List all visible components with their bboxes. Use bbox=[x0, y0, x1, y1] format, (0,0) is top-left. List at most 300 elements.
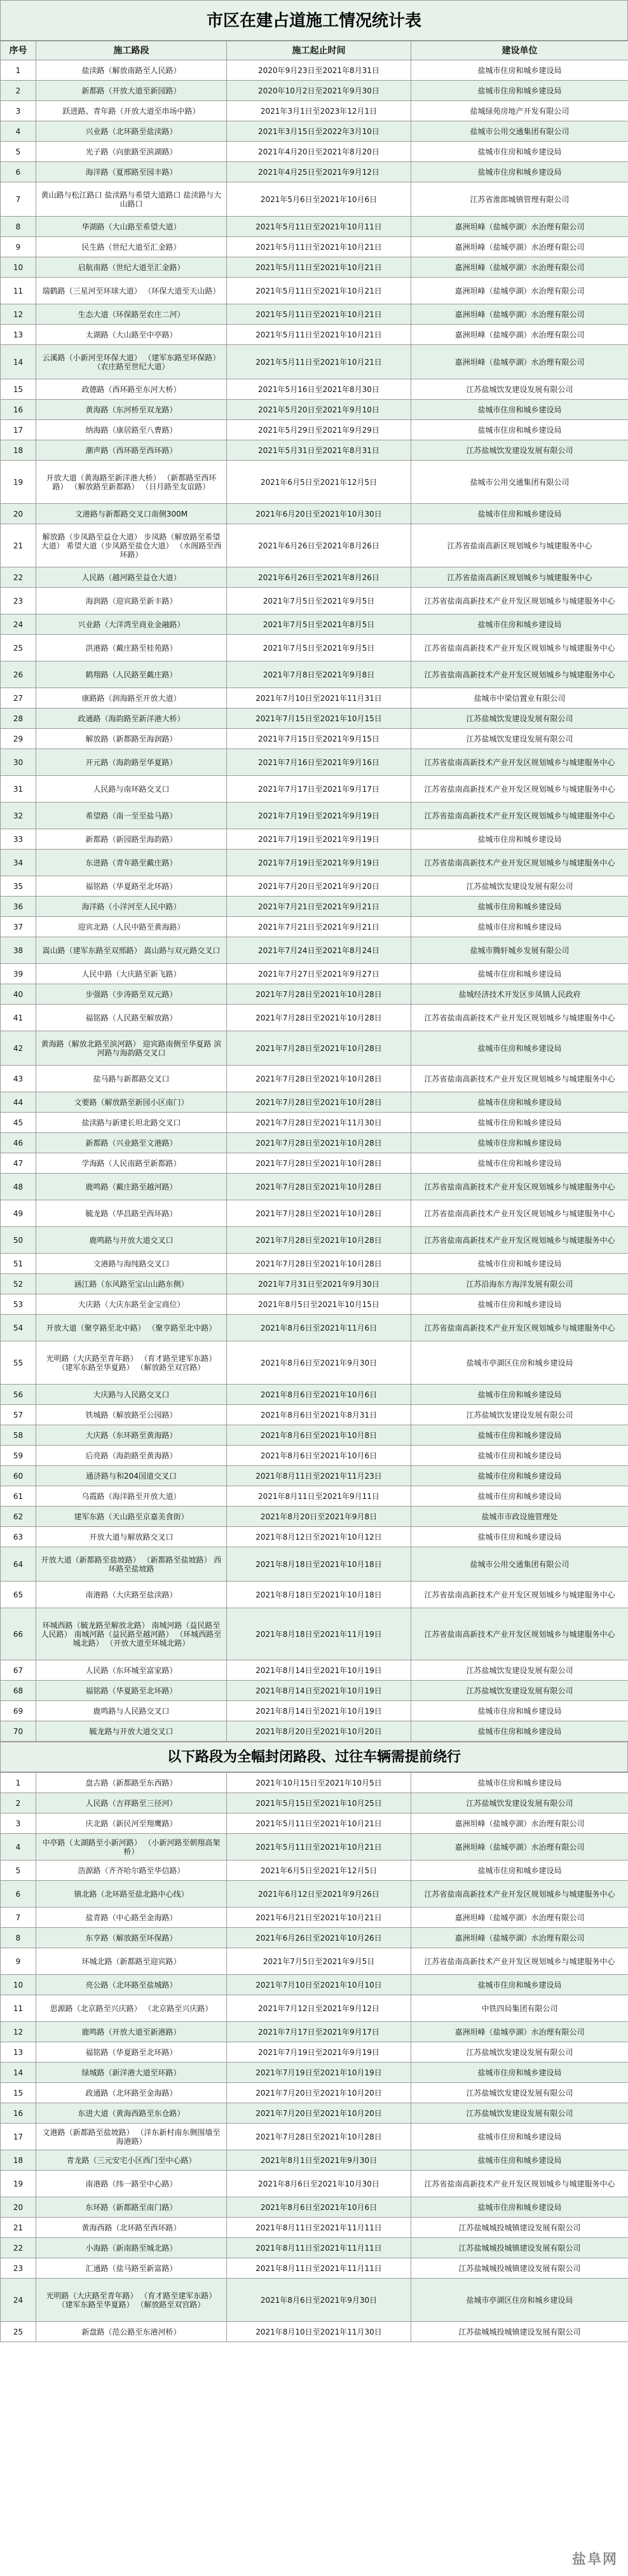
row-road: 南港路（大庆路至盐渎路） bbox=[36, 1582, 227, 1608]
row-number: 36 bbox=[1, 897, 36, 917]
row-road: 光明路（大庆路至青年路） （育才路至建军东路） （建军东路至华夏路） （解放路至双宫路） bbox=[36, 2279, 227, 2322]
row-number: 32 bbox=[1, 803, 36, 829]
row-time: 2021年7月28日至2021年10月28日 bbox=[227, 1227, 411, 1254]
table-row bbox=[1, 2083, 628, 2103]
row-time: 2021年5月16日至2021年8月30日 bbox=[227, 379, 411, 400]
row-road: 政通路（海韵路至新洋港大桥） bbox=[36, 708, 227, 729]
row-time: 2021年5月11日至2021年10月21日 bbox=[227, 304, 411, 325]
row-time: 2021年5月11日至2021年10月11日 bbox=[227, 217, 411, 237]
row-unit: 嘉洲坦峰（盐城亭湖）水治理有限公司 bbox=[411, 1834, 628, 1861]
table-row bbox=[1, 2279, 628, 2322]
row-road: 开放大道（黄海路至新洋港大桥） （新都路至西环路） （解放路至新都路） （日月路至友谊路） bbox=[36, 461, 227, 504]
row-number: 43 bbox=[1, 1066, 36, 1092]
table-row bbox=[1, 708, 628, 729]
row-number: 69 bbox=[1, 1701, 36, 1721]
table-row bbox=[1, 504, 628, 524]
row-unit: 盐城经济技术开发区步凤镇人民政府 bbox=[411, 984, 628, 1005]
row-unit: 江苏盐城饮发建设发展有限公司 bbox=[411, 1405, 628, 1425]
table-row bbox=[1, 121, 628, 142]
table-row bbox=[1, 776, 628, 803]
row-unit: 盐城市住房和城乡建设局 bbox=[411, 1133, 628, 1153]
table-row bbox=[1, 1200, 628, 1227]
row-number: 60 bbox=[1, 1466, 36, 1486]
row-road: 人民路（吉祥路至三径河） bbox=[36, 1793, 227, 1813]
row-time: 2021年8月11日至2021年11月11日 bbox=[227, 2218, 411, 2238]
row-number: 24 bbox=[1, 614, 36, 635]
row-road: 新都路（开放大道至新园路） bbox=[36, 81, 227, 101]
row-unit: 江苏省盐南高新技术产业开发区规划城乡与城建服务中心 bbox=[411, 661, 628, 688]
row-number: 4 bbox=[1, 1834, 36, 1861]
row-road: 盐渎路（解放南路至人民路） bbox=[36, 60, 227, 81]
row-road: 文港路与海纯路交叉口 bbox=[36, 1254, 227, 1274]
row-unit: 盐城市住房和城乡建设局 bbox=[411, 2150, 628, 2171]
row-number: 5 bbox=[1, 142, 36, 162]
table-row bbox=[1, 81, 628, 101]
row-number: 1 bbox=[1, 1773, 36, 1793]
row-unit: 盐城市住房和城乡建设局 bbox=[411, 1254, 628, 1274]
row-time: 2021年5月11日至2021年10月21日 bbox=[227, 325, 411, 345]
row-road: 希望路（南一至至盐马路） bbox=[36, 803, 227, 829]
row-number: 11 bbox=[1, 278, 36, 304]
row-unit: 盐城市亭湖区住房和城乡建设局 bbox=[411, 1341, 628, 1385]
row-unit: 盐城市住房和城乡建设局 bbox=[411, 1861, 628, 1881]
row-time: 2021年8月5日至2021年10月15日 bbox=[227, 1294, 411, 1315]
row-number: 16 bbox=[1, 400, 36, 420]
row-road: 铁城路（解放路至公园路） bbox=[36, 1405, 227, 1425]
row-time: 2021年7月28日至2021年10月28日 bbox=[227, 1174, 411, 1200]
row-number: 8 bbox=[1, 217, 36, 237]
row-unit: 中铁四局集团有限公司 bbox=[411, 1995, 628, 2022]
row-unit: 江苏省盐南高新技术产业开发区规划城乡与城建服务中心 bbox=[411, 1881, 628, 1908]
row-unit: 嘉洲坦峰（盐城亭湖）水治理有限公司 bbox=[411, 2022, 628, 2042]
closure-section-title: 以下路段为全幅封闭路段、过往车辆需提前绕行 bbox=[0, 1742, 628, 1772]
row-road: 嵩山路（建军东路至双邢路） 嵩山路与双元路交叉口 bbox=[36, 937, 227, 964]
row-time: 2021年7月5日至2021年9月5日 bbox=[227, 1948, 411, 1975]
row-time: 2021年3月1日至2023年12月1日 bbox=[227, 101, 411, 121]
row-time: 2021年7月19日至2021年10月19日 bbox=[227, 2063, 411, 2083]
row-unit: 江苏省盐南高新技术产业开发区规划城乡与城建服务中心 bbox=[411, 1315, 628, 1341]
row-unit: 江苏省盐南高新技术产业开发区规划城乡与城建服务中心 bbox=[411, 635, 628, 661]
row-time: 2021年7月5日至2021年8月5日 bbox=[227, 614, 411, 635]
table-row bbox=[1, 325, 628, 345]
row-number: 53 bbox=[1, 1294, 36, 1315]
row-road: 洪港路（戴庄路至桂苑路） bbox=[36, 635, 227, 661]
row-road: 开元路（海韵路至华夏路） bbox=[36, 749, 227, 776]
row-unit: 盐城市住房和城乡建设局 bbox=[411, 1153, 628, 1174]
row-time: 2021年7月5日至2021年9月5日 bbox=[227, 588, 411, 614]
row-unit: 江苏盐城饮发建设发展有限公司 bbox=[411, 2103, 628, 2124]
row-road: 建军东路（天山路至京嘉美食街） bbox=[36, 1507, 227, 1527]
row-number: 28 bbox=[1, 708, 36, 729]
row-number: 68 bbox=[1, 1681, 36, 1701]
row-number: 58 bbox=[1, 1425, 36, 1446]
row-road: 人民路（东环城至富家路） bbox=[36, 1660, 227, 1681]
row-unit: 江苏省盐南高新技术产业开发区规划城乡与城建服务中心 bbox=[411, 2171, 628, 2197]
row-unit: 盐城市亭湖区住房和城乡建设局 bbox=[411, 2279, 628, 2322]
row-time: 2021年5月11日至2021年10月21日 bbox=[227, 257, 411, 278]
row-time: 2021年7月21日至2021年9月21日 bbox=[227, 917, 411, 937]
row-number: 11 bbox=[1, 1995, 36, 2022]
row-time: 2021年7月28日至2021年10月28日 bbox=[227, 1133, 411, 1153]
row-time: 2021年6月12日至2021年9月26日 bbox=[227, 1881, 411, 1908]
header-road: 施工路段 bbox=[36, 41, 227, 60]
row-time: 2021年5月11日至2021年10月21日 bbox=[227, 237, 411, 257]
row-unit: 江苏省盐南高新技术产业开发区规划城乡与城建服务中心 bbox=[411, 1948, 628, 1975]
table-row bbox=[1, 876, 628, 897]
table-row bbox=[1, 2103, 628, 2124]
row-road: 毓龙路与开放大道交叉口 bbox=[36, 1721, 227, 1742]
row-unit: 江苏省盐南高新技术产业开发区规划城乡与城建服务中心 bbox=[411, 803, 628, 829]
row-road: 黄海路（解放北路至滨河路） 迎宾路南侧至华夏路 滨河路与海韵路交叉口 bbox=[36, 1031, 227, 1066]
row-unit: 江苏盐城饮发建设发展有限公司 bbox=[411, 440, 628, 461]
row-number: 37 bbox=[1, 917, 36, 937]
row-number: 57 bbox=[1, 1405, 36, 1425]
row-number: 40 bbox=[1, 984, 36, 1005]
table-row bbox=[1, 524, 628, 567]
row-time: 2021年3月15日至2022年3月10日 bbox=[227, 121, 411, 142]
row-road: 汇通路（盐马路至新富路） bbox=[36, 2258, 227, 2279]
row-road: 后亮路（海韵路至黄海路） bbox=[36, 1446, 227, 1466]
row-time: 2021年5月11日至2021年10月21日 bbox=[227, 345, 411, 379]
row-number: 22 bbox=[1, 2238, 36, 2258]
row-road: 学海路（人民南路至新都路） bbox=[36, 1153, 227, 1174]
row-unit: 江苏盐城饮发建设发展有限公司 bbox=[411, 1681, 628, 1701]
table-row bbox=[1, 60, 628, 81]
row-unit: 嘉洲坦峰（盐城亭湖）水治理有限公司 bbox=[411, 1928, 628, 1948]
row-number: 18 bbox=[1, 2150, 36, 2171]
row-time: 2021年6月20日至2021年10月30日 bbox=[227, 504, 411, 524]
table-row bbox=[1, 588, 628, 614]
row-unit: 江苏省盐南高新区规划城乡与城建服务中心 bbox=[411, 524, 628, 567]
row-time: 2021年8月20日至2021年9月8日 bbox=[227, 1507, 411, 1527]
row-time: 2021年8月14日至2021年10月19日 bbox=[227, 1660, 411, 1681]
row-number: 17 bbox=[1, 2124, 36, 2150]
row-road: 人民路与南环路交叉口 bbox=[36, 776, 227, 803]
closure-table-body bbox=[1, 1773, 628, 2342]
row-number: 34 bbox=[1, 850, 36, 876]
row-unit: 江苏盐城城投城镇建设发展有限公司 bbox=[411, 2238, 628, 2258]
row-number: 4 bbox=[1, 121, 36, 142]
table-row bbox=[1, 2238, 628, 2258]
row-number: 2 bbox=[1, 1793, 36, 1813]
row-number: 2 bbox=[1, 81, 36, 101]
table-row bbox=[1, 803, 628, 829]
row-unit: 江苏省盐南高新区规划城乡与城建服务中心 bbox=[411, 567, 628, 588]
row-road: 东亨路（解放路至环保路） bbox=[36, 1928, 227, 1948]
row-unit: 盐城市住房和城乡建设局 bbox=[411, 1975, 628, 1995]
row-time: 2021年7月20日至2021年9月20日 bbox=[227, 876, 411, 897]
row-road: 海洋路（夏邢路至园丰路） bbox=[36, 162, 227, 182]
row-time: 2021年6月5日至2021年12月5日 bbox=[227, 461, 411, 504]
row-time: 2021年8月18日至2021年10月18日 bbox=[227, 1582, 411, 1608]
row-unit: 盐城市住房和城乡建设局 bbox=[411, 2197, 628, 2218]
row-unit: 盐城市住房和城乡建设局 bbox=[411, 1466, 628, 1486]
row-time: 2021年8月6日至2021年8月31日 bbox=[227, 1405, 411, 1425]
table-row bbox=[1, 1995, 628, 2022]
table-row bbox=[1, 1005, 628, 1031]
row-number: 10 bbox=[1, 257, 36, 278]
row-unit: 盐城市住房和城乡建设局 bbox=[411, 60, 628, 81]
row-number: 18 bbox=[1, 440, 36, 461]
row-road: 文要路（解放路至新园小区南门） bbox=[36, 1092, 227, 1113]
row-time: 2021年5月29日至2021年9月29日 bbox=[227, 420, 411, 440]
row-number: 6 bbox=[1, 162, 36, 182]
table-row bbox=[1, 440, 628, 461]
row-number: 66 bbox=[1, 1608, 36, 1660]
row-number: 12 bbox=[1, 2022, 36, 2042]
row-unit: 盐城市住房和城乡建设局 bbox=[411, 1701, 628, 1721]
row-number: 45 bbox=[1, 1113, 36, 1133]
header-unit: 建设单位 bbox=[411, 41, 628, 60]
row-number: 64 bbox=[1, 1547, 36, 1582]
table-row bbox=[1, 1274, 628, 1294]
table-body bbox=[1, 60, 628, 1742]
row-time: 2021年5月31日至2021年8月31日 bbox=[227, 440, 411, 461]
table-row bbox=[1, 304, 628, 325]
table-row bbox=[1, 2022, 628, 2042]
row-road: 人民中路（大庆路至新飞路） bbox=[36, 964, 227, 984]
row-road: 大庆路（大庆东路至金宝商位） bbox=[36, 1294, 227, 1315]
row-time: 2021年8月11日至2021年11月11日 bbox=[227, 2258, 411, 2279]
row-road: 浩源路（齐齐哈尔路至华信路） bbox=[36, 1861, 227, 1881]
row-time: 2021年7月19日至2021年9月19日 bbox=[227, 803, 411, 829]
row-unit: 江苏盐城饮发建设发展有限公司 bbox=[411, 876, 628, 897]
row-time: 2021年8月6日至2021年10月6日 bbox=[227, 2197, 411, 2218]
table-row bbox=[1, 2063, 628, 2083]
table-row bbox=[1, 278, 628, 304]
table-row bbox=[1, 420, 628, 440]
row-unit: 江苏盐城饮发建设发展有限公司 bbox=[411, 1660, 628, 1681]
row-number: 13 bbox=[1, 325, 36, 345]
row-number: 3 bbox=[1, 101, 36, 121]
row-time: 2021年6月21日至2021年10月21日 bbox=[227, 1908, 411, 1928]
row-time: 2021年8月6日至2021年9月30日 bbox=[227, 1341, 411, 1385]
row-unit: 江苏盐城饮发建设发展有限公司 bbox=[411, 2042, 628, 2063]
row-number: 56 bbox=[1, 1385, 36, 1405]
row-number: 25 bbox=[1, 635, 36, 661]
row-unit: 盐城市住房和城乡建设局 bbox=[411, 1773, 628, 1793]
table-row bbox=[1, 937, 628, 964]
header-time: 施工起止时间 bbox=[227, 41, 411, 60]
row-number: 55 bbox=[1, 1341, 36, 1385]
row-time: 2021年6月26日至2021年8月26日 bbox=[227, 567, 411, 588]
row-number: 35 bbox=[1, 876, 36, 897]
row-unit: 盐城市住房和城乡建设局 bbox=[411, 1721, 628, 1742]
row-road: 康路路（润海路至开放大道） bbox=[36, 688, 227, 708]
closure-table bbox=[0, 1772, 628, 2342]
row-unit: 盐城市住房和城乡建设局 bbox=[411, 1425, 628, 1446]
table-row bbox=[1, 1582, 628, 1608]
row-road: 中亭路（太湖路至小新河路） （小新河路至朝翔高架桥） bbox=[36, 1834, 227, 1861]
table-row bbox=[1, 345, 628, 379]
row-number: 33 bbox=[1, 829, 36, 850]
row-road: 盐渎路与新建长坦北路交叉口 bbox=[36, 1113, 227, 1133]
row-unit: 盐城市住房和城乡建设局 bbox=[411, 400, 628, 420]
row-number: 13 bbox=[1, 2042, 36, 2063]
row-time: 2021年8月6日至2021年10月6日 bbox=[227, 1385, 411, 1405]
row-road: 鹿鸣路（开放大道至新港路） bbox=[36, 2022, 227, 2042]
row-time: 2021年7月17日至2021年9月17日 bbox=[227, 776, 411, 803]
row-road: 鹿鸣路（戴庄路至越河路） bbox=[36, 1174, 227, 1200]
row-number: 29 bbox=[1, 729, 36, 749]
row-road: 瑞鹤路（三星河至环球大道） （环保大道至天山路） bbox=[36, 278, 227, 304]
table-row bbox=[1, 142, 628, 162]
row-unit: 嘉洲坦峰（盐城亭湖）水治理有限公司 bbox=[411, 304, 628, 325]
row-unit: 盐城市中梁信置业有限公司 bbox=[411, 688, 628, 708]
table-row bbox=[1, 688, 628, 708]
row-unit: 盐城市公用交通集团有限公司 bbox=[411, 461, 628, 504]
table-row bbox=[1, 1092, 628, 1113]
row-road: 步强路（步涛路至双元路） bbox=[36, 984, 227, 1005]
row-unit: 江苏省盐南高新技术产业开发区规划城乡与城建服务中心 bbox=[411, 1174, 628, 1200]
table-row bbox=[1, 661, 628, 688]
row-time: 2021年7月15日至2021年10月15日 bbox=[227, 708, 411, 729]
row-number: 51 bbox=[1, 1254, 36, 1274]
row-time: 2021年6月26日至2021年10月26日 bbox=[227, 1928, 411, 1948]
row-number: 19 bbox=[1, 2171, 36, 2197]
row-number: 46 bbox=[1, 1133, 36, 1153]
row-time: 2021年8月14日至2021年10月19日 bbox=[227, 1681, 411, 1701]
row-unit: 江苏盐城城投城镇建设发展有限公司 bbox=[411, 2218, 628, 2238]
table-row bbox=[1, 1385, 628, 1405]
row-road: 亮公路（北环路至盐城路） bbox=[36, 1975, 227, 1995]
row-number: 14 bbox=[1, 2063, 36, 2083]
row-road: 福铭路（华夏路至北环路） bbox=[36, 1681, 227, 1701]
row-road: 大庆路与人民路交叉口 bbox=[36, 1385, 227, 1405]
row-number: 17 bbox=[1, 420, 36, 440]
row-unit: 盐城市公用交通集团有限公司 bbox=[411, 1547, 628, 1582]
table-row bbox=[1, 1486, 628, 1507]
row-unit: 盐城市住房和城乡建设局 bbox=[411, 142, 628, 162]
table-row bbox=[1, 1254, 628, 1274]
row-number: 52 bbox=[1, 1274, 36, 1294]
row-number: 15 bbox=[1, 379, 36, 400]
row-road: 鹿鸣路与开放大道交叉口 bbox=[36, 1227, 227, 1254]
row-unit: 盐城绿苑房地产开发有限公司 bbox=[411, 101, 628, 121]
row-road: 文港路与新都路交叉口南侧300M bbox=[36, 504, 227, 524]
row-unit: 嘉洲坦峰（盐城亭湖）水治理有限公司 bbox=[411, 217, 628, 237]
row-unit: 江苏沿海东方海洋发展有限公司 bbox=[411, 1274, 628, 1294]
table-row bbox=[1, 1975, 628, 1995]
row-road: 盘古路（新都路至东西路） bbox=[36, 1773, 227, 1793]
table-row bbox=[1, 1948, 628, 1975]
row-time: 2021年8月14日至2021年10月19日 bbox=[227, 1701, 411, 1721]
table-row bbox=[1, 1701, 628, 1721]
row-road: 新都路（兴业路至文港路） bbox=[36, 1133, 227, 1153]
row-road: 福铭路（华夏路至北环路） bbox=[36, 876, 227, 897]
row-number: 9 bbox=[1, 237, 36, 257]
row-unit: 江苏省盐南高新技术产业开发区规划城乡与城建服务中心 bbox=[411, 1227, 628, 1254]
row-time: 2021年7月19日至2021年9月19日 bbox=[227, 2042, 411, 2063]
table-row bbox=[1, 1227, 628, 1254]
row-time: 2021年7月10日至2021年10月10日 bbox=[227, 1975, 411, 1995]
row-number: 38 bbox=[1, 937, 36, 964]
row-time: 2021年8月11日至2021年11月11日 bbox=[227, 2238, 411, 2258]
row-unit: 盐城市住房和城乡建设局 bbox=[411, 2124, 628, 2150]
table-row bbox=[1, 2258, 628, 2279]
row-road: 开放大道（聚亨路至北中路） （聚亨路至北中路） bbox=[36, 1315, 227, 1341]
row-road: 开放大道与解放路交叉口 bbox=[36, 1527, 227, 1547]
row-road: 文港路（新都路至盐坡路） （洋东新村南东侧围墙至海港路） bbox=[36, 2124, 227, 2150]
row-unit: 江苏省盐南高新技术产业开发区规划城乡与城建服务中心 bbox=[411, 1005, 628, 1031]
row-number: 16 bbox=[1, 2103, 36, 2124]
row-time: 2021年4月20日至2021年8月20日 bbox=[227, 142, 411, 162]
row-road: 毓龙路（华昌路至西环路） bbox=[36, 1200, 227, 1227]
row-time: 2020年9月23日至2021年8月31日 bbox=[227, 60, 411, 81]
row-number: 23 bbox=[1, 588, 36, 614]
table-row bbox=[1, 1405, 628, 1425]
row-time: 2021年7月15日至2021年9月15日 bbox=[227, 729, 411, 749]
row-road: 光明路（大庆路至青年路） （育才路至建军东路） （建军东路至华夏路） （解放路至双宫路） bbox=[36, 1341, 227, 1385]
table-row bbox=[1, 897, 628, 917]
row-number: 21 bbox=[1, 2218, 36, 2238]
row-road: 人民路（越河路至益仓大道） bbox=[36, 567, 227, 588]
row-time: 2021年10月15日至2021年10月5日 bbox=[227, 1773, 411, 1793]
row-time: 2021年5月11日至2021年10月21日 bbox=[227, 278, 411, 304]
row-road: 光子路（向旅路至滨湖路） bbox=[36, 142, 227, 162]
row-road: 涵江路（东风路至宝山山路东侧） bbox=[36, 1274, 227, 1294]
row-number: 3 bbox=[1, 1813, 36, 1834]
table-row bbox=[1, 614, 628, 635]
table-row bbox=[1, 567, 628, 588]
table-row bbox=[1, 1793, 628, 1813]
table-row bbox=[1, 984, 628, 1005]
row-time: 2021年5月11日至2021年10月21日 bbox=[227, 1834, 411, 1861]
row-road: 鹿鸣路与人民路交叉口 bbox=[36, 1701, 227, 1721]
row-road: 跃进路、青年路（开放大道至串场中路） bbox=[36, 101, 227, 121]
row-number: 50 bbox=[1, 1227, 36, 1254]
row-number: 61 bbox=[1, 1486, 36, 1507]
row-time: 2021年8月1日至2021年9月30日 bbox=[227, 2150, 411, 2171]
row-number: 20 bbox=[1, 2197, 36, 2218]
row-number: 41 bbox=[1, 1005, 36, 1031]
row-time: 2021年8月10日至2021年11月30日 bbox=[227, 2322, 411, 2342]
row-unit: 江苏省淮郎城镇管理有限公司 bbox=[411, 182, 628, 217]
row-number: 23 bbox=[1, 2258, 36, 2279]
row-time: 2021年7月28日至2021年10月28日 bbox=[227, 1254, 411, 1274]
row-time: 2021年7月20日至2021年10月20日 bbox=[227, 2083, 411, 2103]
table-row bbox=[1, 1813, 628, 1834]
table-row bbox=[1, 257, 628, 278]
row-road: 新盘路（范公路至东港河桥） bbox=[36, 2322, 227, 2342]
row-number: 62 bbox=[1, 1507, 36, 1527]
row-time: 2021年8月11日至2021年9月11日 bbox=[227, 1486, 411, 1507]
row-road: 海润路（迎宾路至新丰路） bbox=[36, 588, 227, 614]
row-unit: 嘉洲坦峰（盐城亭湖）水治理有限公司 bbox=[411, 1908, 628, 1928]
row-time: 2021年7月19日至2021年9月19日 bbox=[227, 850, 411, 876]
row-road: 潮声路（西环路至西环路） bbox=[36, 440, 227, 461]
row-unit: 盐城市住房和城乡建设局 bbox=[411, 1446, 628, 1466]
table-row bbox=[1, 1446, 628, 1466]
row-road: 福铭路（华夏路至北环路） bbox=[36, 2042, 227, 2063]
row-road: 政通路（北环路至金海路） bbox=[36, 2083, 227, 2103]
row-road: 启航南路（世纪大道至汇金路） bbox=[36, 257, 227, 278]
row-number: 47 bbox=[1, 1153, 36, 1174]
row-number: 44 bbox=[1, 1092, 36, 1113]
row-time: 2021年8月6日至2021年10月8日 bbox=[227, 1425, 411, 1446]
row-number: 7 bbox=[1, 182, 36, 217]
table-row bbox=[1, 1466, 628, 1486]
row-time: 2021年6月5日至2021年12月5日 bbox=[227, 1861, 411, 1881]
row-road: 盐马路与新都路交叉口 bbox=[36, 1066, 227, 1092]
row-time: 2021年7月31日至2021年9月30日 bbox=[227, 1274, 411, 1294]
row-number: 42 bbox=[1, 1031, 36, 1066]
table-row bbox=[1, 182, 628, 217]
row-unit: 嘉洲坦峰（盐城亭湖）水治理有限公司 bbox=[411, 345, 628, 379]
row-road: 民生路（世纪大道至汇金路） bbox=[36, 237, 227, 257]
row-road: 云溪路（小新河至环保大道） （建军东路至环保路） （农庄路至世纪大道） bbox=[36, 345, 227, 379]
row-unit: 盐城市腾轩城乡发展有限公司 bbox=[411, 937, 628, 964]
